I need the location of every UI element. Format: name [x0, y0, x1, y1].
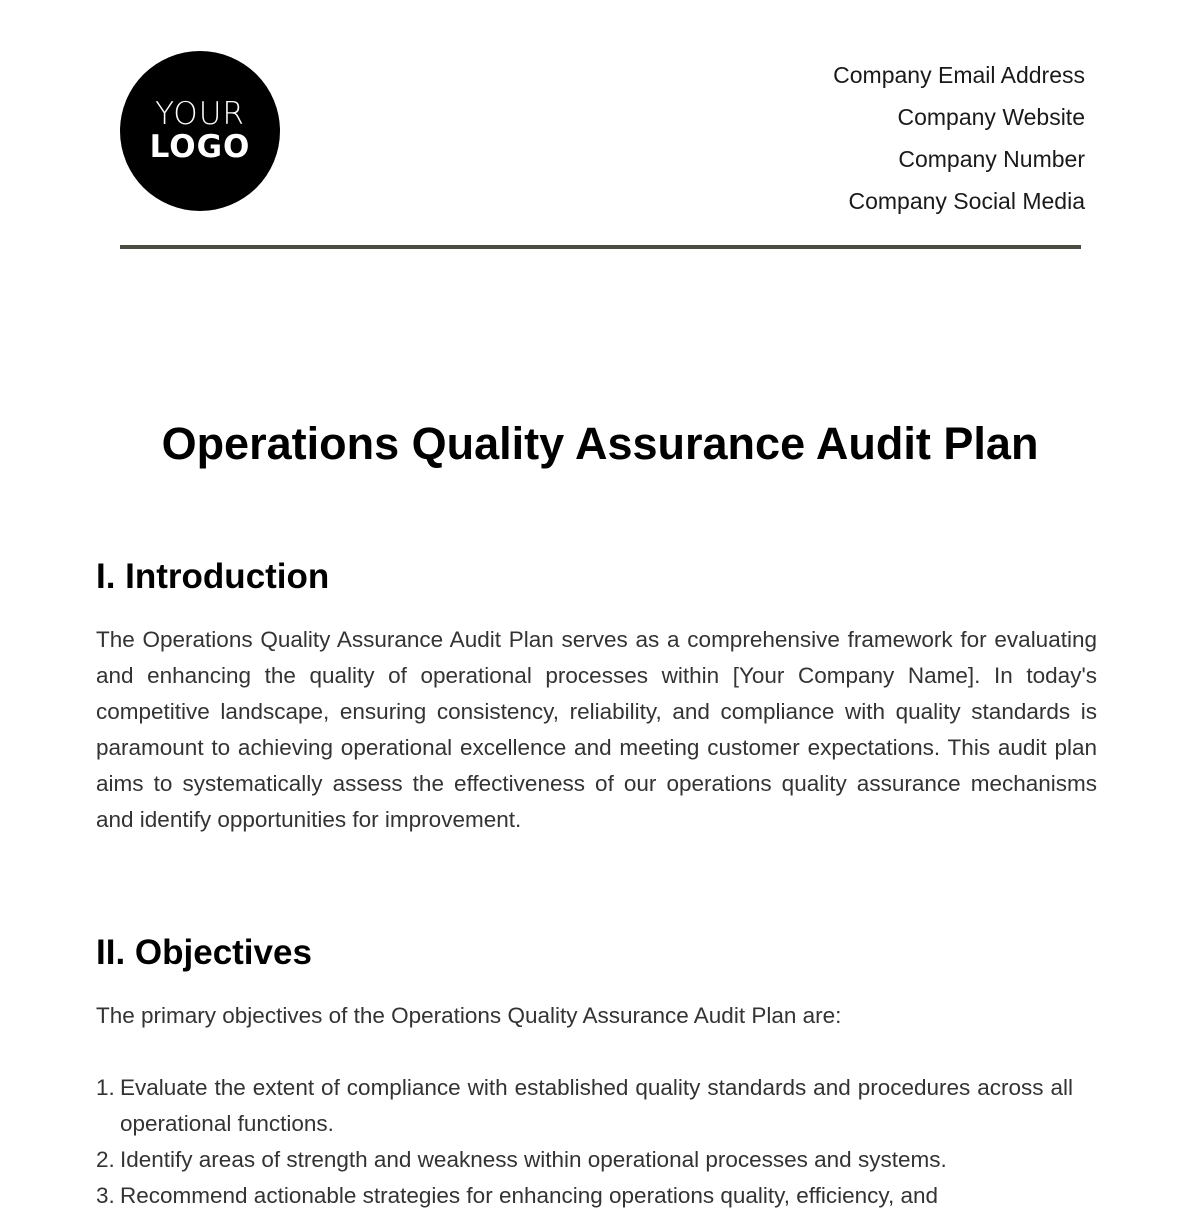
header-divider: [120, 245, 1081, 249]
list-number: 1.: [96, 1075, 115, 1100]
company-number: Company Number: [898, 146, 1085, 172]
objective-item-3: [96, 1178, 1073, 1214]
company-email: Company Email Address: [833, 62, 1085, 88]
logo-text-logo: LOGO: [149, 129, 251, 165]
document-title: Operations Quality Assurance Audit Plan: [161, 418, 1039, 469]
company-logo: [120, 51, 280, 211]
company-social-media: Company Social Media: [848, 188, 1085, 214]
introduction-paragraph: The Operations Quality Assurance Audit Plan serves as a comprehensive framework for evaluating and enhancing the quality of operational processes within [Your Company Name]. In today's competitive landscape, ensuring consistency, reliability, and compliance with quality standards is paramount to achieving operational excellence and meeting customer expectations. This audit plan aims to systematically assess the effectiveness of our operations quality assurance mechanisms and identify opportunities for improvement.: [96, 627, 1097, 832]
objective-item-1: [96, 1070, 1073, 1142]
company-website: Company Website: [897, 104, 1085, 130]
logo-text-your: YOUR: [155, 96, 245, 132]
objective-text: Identify areas of strength and weakness within operational processes and systems.: [120, 1147, 947, 1172]
objective-item-2: [96, 1142, 1073, 1178]
objective-text: Recommend actionable strategies for enhancing operations quality, efficiency, and: [120, 1183, 938, 1208]
company-contact-block: [833, 54, 1085, 222]
section-heading-objectives: II. Objectives: [96, 933, 312, 972]
list-number: 3.: [96, 1183, 115, 1208]
objectives-list: [96, 1070, 1073, 1214]
section-heading-introduction: I. Introduction: [96, 557, 330, 596]
list-number: 2.: [96, 1147, 115, 1172]
objective-text: Evaluate the extent of compliance with established quality standards and procedures across all operational functions.: [120, 1075, 1073, 1136]
objectives-lead-paragraph: The primary objectives of the Operations Quality Assurance Audit Plan are:: [96, 1003, 842, 1028]
